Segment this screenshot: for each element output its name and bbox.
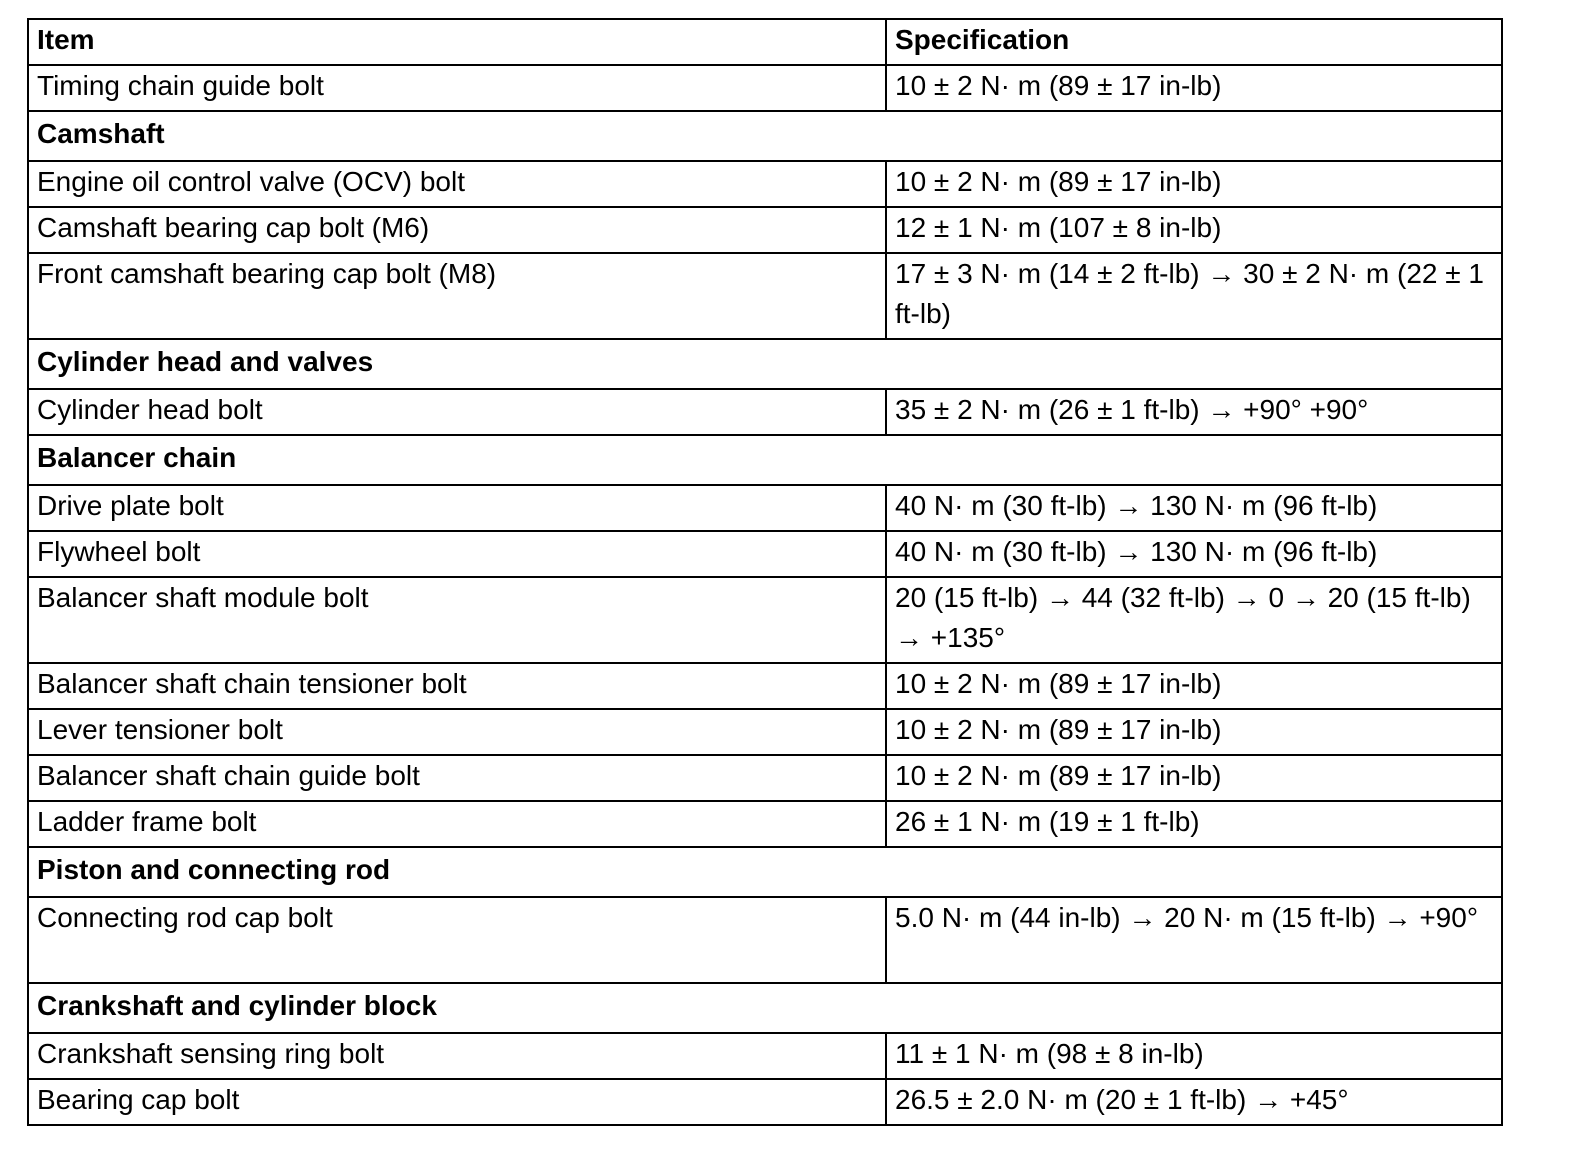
item-cell: Connecting rod cap bolt [28, 897, 886, 983]
table-row [28, 1033, 1502, 1079]
spec-cell: 17 ± 3 N· m (14 ± 2 ft-lb) → 30 ± 2 N· m (22 ± 1 ft-lb) [886, 253, 1502, 339]
table-body [28, 19, 1502, 1125]
spec-cell: 10 ± 2 N· m (89 ± 17 in-lb) [886, 663, 1502, 709]
section-row [28, 435, 1502, 485]
item-cell: Camshaft bearing cap bolt (M6) [28, 207, 886, 253]
table-row [28, 389, 1502, 435]
spec-cell: 35 ± 2 N· m (26 ± 1 ft-lb) → +90° +90° [886, 389, 1502, 435]
item-cell: Engine oil control valve (OCV) bolt [28, 161, 886, 207]
table-row [28, 253, 1502, 339]
table-row [28, 663, 1502, 709]
table-row [28, 577, 1502, 663]
item-cell: Lever tensioner bolt [28, 709, 886, 755]
item-cell: Balancer shaft chain tensioner bolt [28, 663, 886, 709]
item-cell: Timing chain guide bolt [28, 65, 886, 111]
header-item: Item [28, 19, 886, 65]
spec-cell: 20 (15 ft-lb) → 44 (32 ft-lb) → 0 → 20 (15 ft-lb) → +135° [886, 577, 1502, 663]
table-row [28, 161, 1502, 207]
spec-cell: 11 ± 1 N· m (98 ± 8 in-lb) [886, 1033, 1502, 1079]
table-row [28, 65, 1502, 111]
item-cell: Balancer shaft chain guide bolt [28, 755, 886, 801]
section-row [28, 339, 1502, 389]
section-title: Crankshaft and cylinder block [28, 983, 1502, 1033]
table-row [28, 755, 1502, 801]
header-row [28, 19, 1502, 65]
spec-cell: 10 ± 2 N· m (89 ± 17 in-lb) [886, 65, 1502, 111]
item-cell: Crankshaft sensing ring bolt [28, 1033, 886, 1079]
table-row [28, 207, 1502, 253]
section-title: Camshaft [28, 111, 1502, 161]
table-row [28, 485, 1502, 531]
item-cell: Front camshaft bearing cap bolt (M8) [28, 253, 886, 339]
item-cell: Drive plate bolt [28, 485, 886, 531]
spec-cell: 5.0 N· m (44 in-lb) → 20 N· m (15 ft-lb) → +90° [886, 897, 1502, 983]
torque-spec-table [27, 18, 1503, 1126]
spec-cell: 12 ± 1 N· m (107 ± 8 in-lb) [886, 207, 1502, 253]
section-row [28, 983, 1502, 1033]
item-cell: Flywheel bolt [28, 531, 886, 577]
spec-cell: 40 N· m (30 ft-lb) → 130 N· m (96 ft-lb) [886, 485, 1502, 531]
item-cell: Bearing cap bolt [28, 1079, 886, 1125]
item-cell: Cylinder head bolt [28, 389, 886, 435]
section-title: Piston and connecting rod [28, 847, 1502, 897]
section-row [28, 847, 1502, 897]
section-title: Balancer chain [28, 435, 1502, 485]
section-row [28, 111, 1502, 161]
spec-cell: 26.5 ± 2.0 N· m (20 ± 1 ft-lb) → +45° [886, 1079, 1502, 1125]
item-cell: Ladder frame bolt [28, 801, 886, 847]
spec-cell: 26 ± 1 N· m (19 ± 1 ft-lb) [886, 801, 1502, 847]
table-row [28, 709, 1502, 755]
table-row [28, 531, 1502, 577]
header-specification: Specification [886, 19, 1502, 65]
section-title: Cylinder head and valves [28, 339, 1502, 389]
table-row [28, 1079, 1502, 1125]
table-row [28, 801, 1502, 847]
table-row [28, 897, 1502, 983]
spec-cell: 10 ± 2 N· m (89 ± 17 in-lb) [886, 161, 1502, 207]
spec-cell: 40 N· m (30 ft-lb) → 130 N· m (96 ft-lb) [886, 531, 1502, 577]
spec-cell: 10 ± 2 N· m (89 ± 17 in-lb) [886, 709, 1502, 755]
spec-cell: 10 ± 2 N· m (89 ± 17 in-lb) [886, 755, 1502, 801]
item-cell: Balancer shaft module bolt [28, 577, 886, 663]
